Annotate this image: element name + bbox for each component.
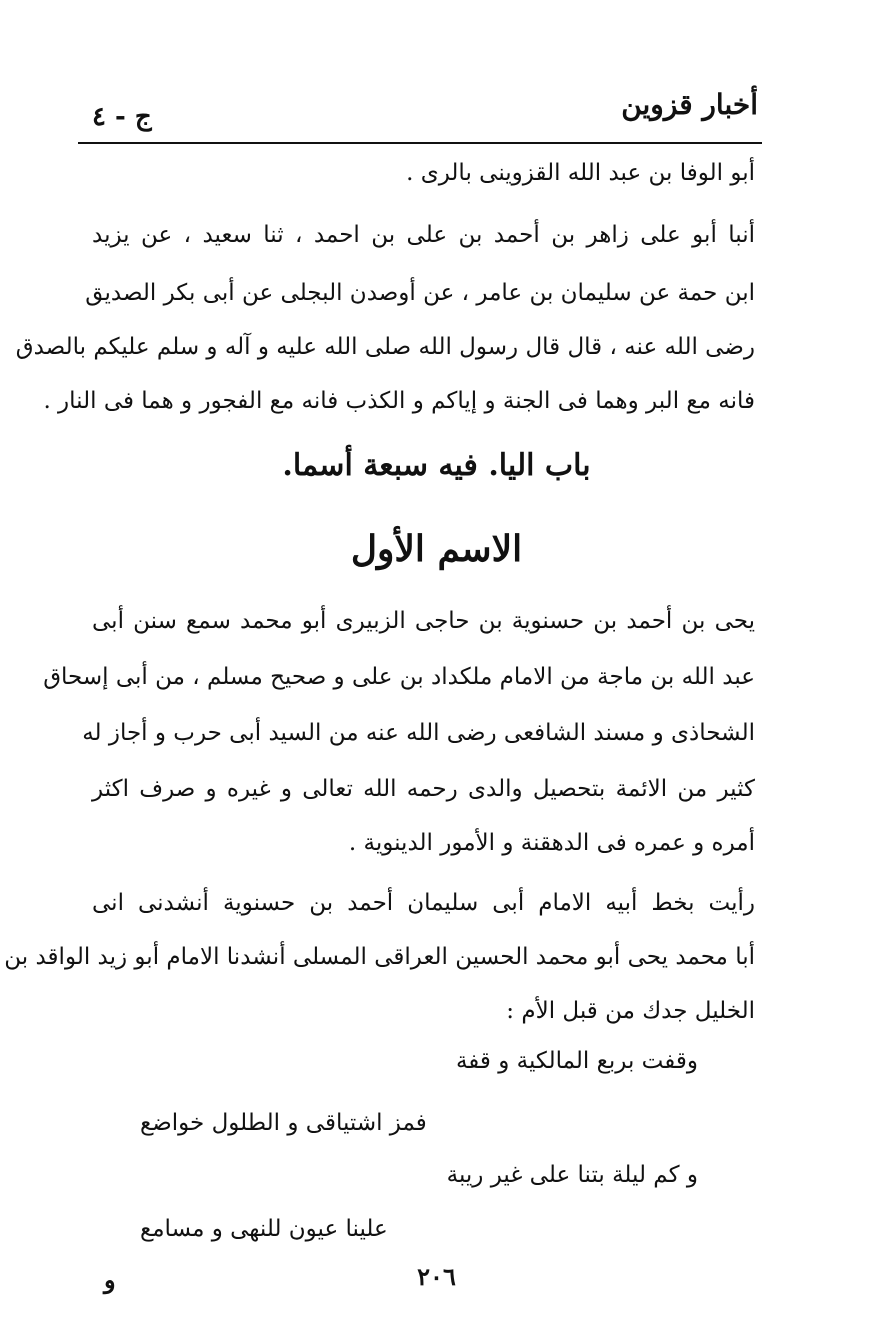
verse-line: فمز اشتياقى و الطلول خواضع bbox=[140, 1110, 427, 1136]
text-line: أبو الوفا بن عبد الله القزوينى بالرى . bbox=[406, 160, 755, 186]
text-line: رأيت بخط أبيه الامام أبى سليمان أحمد بن حسنوية أنشدنى انى bbox=[92, 890, 755, 916]
verse-line: وقفت بربع المالكية و قفة bbox=[455, 1048, 698, 1074]
header-rule bbox=[78, 142, 762, 144]
text-line: رضى الله عنه ، قال قال رسول الله صلى الله عليه و آله و سلم عليكم بالصدق bbox=[15, 334, 755, 360]
text-line: أمره و عمره فى الدهقنة و الأمور الدينوية . bbox=[348, 830, 755, 856]
text-line: أنبا أبو على زاهر بن أحمد بن على بن احمد ، ثنا سعيد ، عن يزيد bbox=[92, 222, 755, 248]
text-line: ابن حمة عن سليمان بن عامر ، عن أوصدن البجلى عن أبى بكر الصديق bbox=[85, 280, 755, 306]
text-line: الشحاذى و مسند الشافعى رضى الله عنه من السيد أبى حرب و أجاز له bbox=[82, 720, 755, 746]
text-line: أبا محمد يحى أبو محمد الحسين العراقى المسلى أنشدنا الامام أبو زيد الواقد بن bbox=[4, 944, 755, 970]
section-heading: باب اليا. فيه سبعة أسما. bbox=[282, 448, 591, 483]
text-line: كثير من الائمة بتحصيل والدى رحمه الله تعالى و غيره و صرف اكثر bbox=[92, 776, 755, 802]
text-line: يحى بن أحمد بن حسنوية بن حاجى الزبيرى أبو محمد سمع سنن أبى bbox=[92, 608, 755, 634]
verse-line: و كم ليلة بتنا على غير ريبة bbox=[446, 1162, 698, 1188]
text-line: فانه مع البر وهما فى الجنة و إياكم و الكذب فانه مع الفجور و هما فى النار . bbox=[43, 388, 755, 414]
signature-mark: و bbox=[104, 1265, 116, 1294]
running-header-title: أخبار قزوين bbox=[621, 88, 758, 121]
page-number: ٢٠٦ bbox=[417, 1262, 456, 1291]
text-line: الخليل جدك من قبل الأم : bbox=[506, 998, 755, 1024]
subsection-heading: الاسم الأول bbox=[350, 528, 523, 570]
volume-number: ج - ٤ bbox=[92, 102, 152, 132]
text-line: عبد الله بن ماجة من الامام ملكداد بن على و صحيح مسلم ، من أبى إسحاق bbox=[43, 664, 755, 690]
verse-line: علينا عيون للنهى و مسامع bbox=[140, 1216, 388, 1242]
